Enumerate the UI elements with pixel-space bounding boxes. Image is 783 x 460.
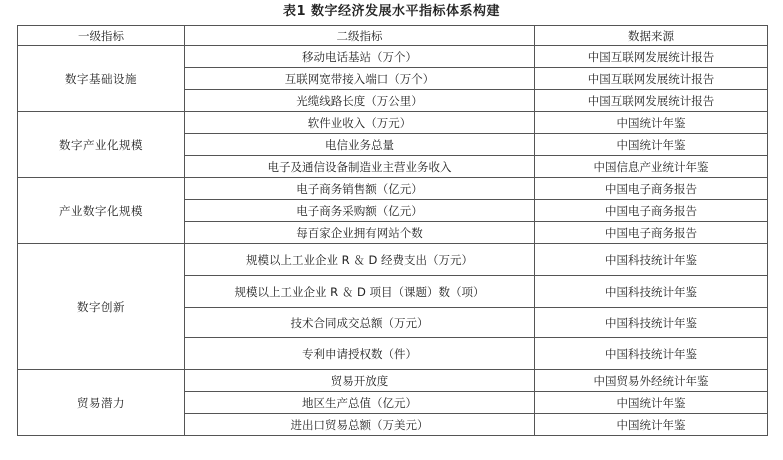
level2-cell: 技术合同成交总额（万元）: [185, 308, 535, 338]
level2-cell: 每百家企业拥有网站个数: [185, 222, 535, 244]
table-row: [18, 244, 768, 276]
source-cell: 中国科技统计年鉴: [535, 244, 768, 276]
level1-cell: 产业数字化规模: [18, 178, 185, 244]
table-row: [18, 370, 768, 392]
level1-cell: 数字基础设施: [18, 46, 185, 112]
table-row: [18, 46, 768, 68]
table-row: [18, 178, 768, 200]
source-cell: 中国统计年鉴: [535, 134, 768, 156]
level2-cell: 移动电话基站（万个）: [185, 46, 535, 68]
source-cell: 中国科技统计年鉴: [535, 338, 768, 370]
level1-cell: 贸易潜力: [18, 370, 185, 436]
source-cell: 中国贸易外经统计年鉴: [535, 370, 768, 392]
level2-cell: 规模以上工业企业 R ＆ D 经费支出（万元）: [185, 244, 535, 276]
source-cell: 中国统计年鉴: [535, 414, 768, 436]
level2-cell: 电子商务采购额（亿元）: [185, 200, 535, 222]
header-level1: 一级指标: [18, 26, 185, 46]
source-cell: 中国互联网发展统计报告: [535, 46, 768, 68]
source-cell: 中国互联网发展统计报告: [535, 90, 768, 112]
level2-cell: 软件业收入（万元）: [185, 112, 535, 134]
table-row: [18, 112, 768, 134]
source-cell: 中国电子商务报告: [535, 222, 768, 244]
table-header-row: [18, 26, 768, 46]
level2-cell: 贸易开放度: [185, 370, 535, 392]
level2-cell: 电子及通信设备制造业主营业务收入: [185, 156, 535, 178]
source-cell: 中国电子商务报告: [535, 178, 768, 200]
indicator-table: [17, 25, 768, 436]
level2-cell: 电子商务销售额（亿元）: [185, 178, 535, 200]
source-cell: 中国统计年鉴: [535, 392, 768, 414]
source-cell: 中国科技统计年鉴: [535, 308, 768, 338]
source-cell: 中国科技统计年鉴: [535, 276, 768, 308]
source-cell: 中国电子商务报告: [535, 200, 768, 222]
level2-cell: 专利申请授权数（件）: [185, 338, 535, 370]
header-level2: 二级指标: [185, 26, 535, 46]
level2-cell: 电信业务总量: [185, 134, 535, 156]
level2-cell: 互联网宽带接入端口（万个）: [185, 68, 535, 90]
source-cell: 中国信息产业统计年鉴: [535, 156, 768, 178]
table-title: 表1 数字经济发展水平指标体系构建: [282, 4, 501, 19]
level1-cell: 数字产业化规模: [18, 112, 185, 178]
source-cell: 中国互联网发展统计报告: [535, 68, 768, 90]
level1-cell: 数字创新: [18, 244, 185, 370]
level2-cell: 地区生产总值（亿元）: [185, 392, 535, 414]
source-cell: 中国统计年鉴: [535, 112, 768, 134]
level2-cell: 光缆线路长度（万公里）: [185, 90, 535, 112]
header-source: 数据来源: [535, 26, 768, 46]
level2-cell: 进出口贸易总额（万美元）: [185, 414, 535, 436]
level2-cell: 规模以上工业企业 R ＆ D 项目（课题）数（项）: [185, 276, 535, 308]
